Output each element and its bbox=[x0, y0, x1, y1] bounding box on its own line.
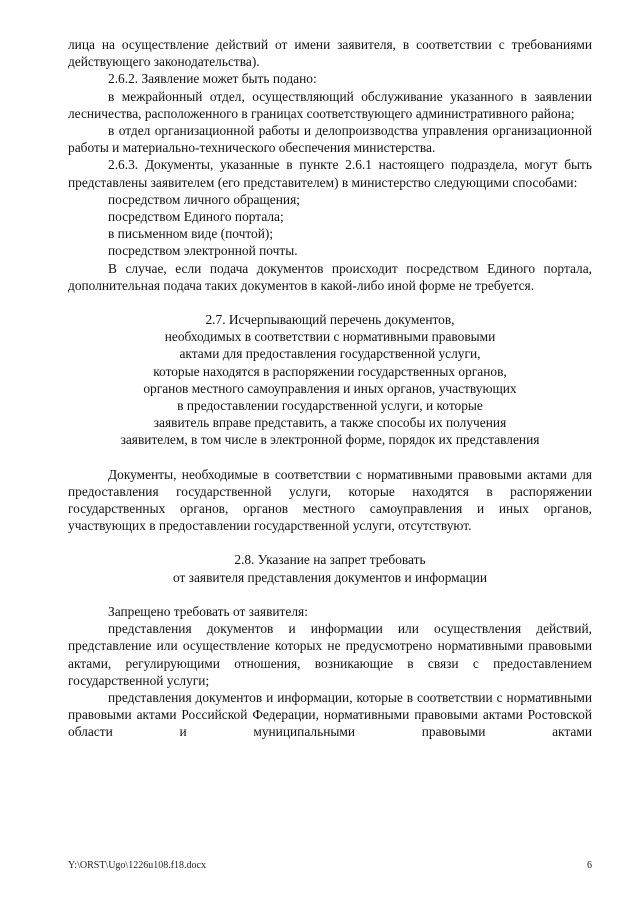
heading-line: заявителем, в том числе в электронной форме, порядок их представления bbox=[120, 432, 540, 448]
paragraph-prohibition-documents: представления документов и информации, которые в соответствии с нормативными правовыми актами Российской Федерации, нормативными правовыми актами Ростовской области и муниципальными правовыми актами bbox=[68, 689, 592, 740]
paragraph-prohibited: Запрещено требовать от заявителя: bbox=[108, 603, 308, 619]
heading-line: в предоставлении государственной услуги, и которые bbox=[177, 398, 483, 414]
section-heading-2-7 bbox=[68, 311, 592, 449]
list-item: посредством личного обращения; bbox=[108, 191, 300, 207]
paragraph-documents-absent: Документы, необходимые в соответствии с нормативными правовыми актами для предоставления государственной услуги, которые находятся в распоряжении государственных органов, органов местного самоуправления и иных органов, участвующих в предоставлении государственной услуги, отсутствуют. bbox=[68, 466, 592, 534]
heading-line: актами для предоставления государственной услуги, bbox=[179, 346, 481, 362]
section-heading-2-8 bbox=[68, 551, 592, 585]
submission-methods-list bbox=[68, 191, 592, 260]
paragraph-representative-authority: лица на осуществление действий от имени заявителя, в соответствии с требованиями действующего законодательства). bbox=[68, 37, 592, 70]
spacer bbox=[68, 294, 592, 311]
heading-line: необходимых в соответствии с нормативными правовыми bbox=[164, 329, 496, 345]
paragraph-interdistrict-office: в межрайонный отдел, осуществляющий обслуживание указанного в заявлении лесничества, расположенного в границах соответствующего административного района; bbox=[68, 88, 592, 121]
paragraph-single-portal: В случае, если подача документов происходит посредством Единого портала, дополнительная подача таких документов в какой-либо иной форме не требуется. bbox=[68, 260, 592, 293]
heading-line: 2.8. Указание на запрет требовать bbox=[234, 552, 426, 568]
paragraph-2-6-2: 2.6.2. Заявление может быть подано: bbox=[108, 71, 317, 87]
spacer bbox=[68, 586, 592, 603]
spacer bbox=[68, 534, 592, 551]
file-path: Y:\ORST\Ugo\1226u108.f18.docx bbox=[68, 860, 206, 871]
page-content bbox=[68, 36, 592, 741]
page-number: 6 bbox=[587, 860, 592, 871]
heading-line: органов местного самоуправления и иных органов, участвующих bbox=[143, 380, 517, 396]
heading-line: от заявителя представления документов и информации bbox=[172, 569, 488, 585]
list-item: в письменном виде (почтой); bbox=[108, 226, 274, 242]
heading-line: которые находятся в распоряжении государственных органов, bbox=[153, 363, 507, 379]
list-item: посредством электронной почты. bbox=[108, 243, 298, 259]
heading-line: заявитель вправе представить, а также способы их получения bbox=[153, 415, 507, 431]
paragraph-2-6-3: 2.6.3. Документы, указанные в пункте 2.6.1 настоящего подраздела, могут быть представлены заявителем (его представителем) в министерство следующими способами: bbox=[68, 157, 592, 190]
spacer bbox=[68, 449, 592, 466]
paragraph-organizational-department: в отдел организационной работы и делопроизводства управления организационной работы и материально-технического обеспечения министерства. bbox=[68, 123, 592, 156]
list-item: посредством Единого портала; bbox=[108, 209, 284, 225]
heading-line: 2.7. Исчерпывающий перечень документов, bbox=[205, 312, 455, 328]
paragraph-prohibition-actions: представления документов и информации или осуществления действий, представление или осуществление которых не предусмотрено нормативными правовыми актами, регулирующими отношения, возникающие в связи с предоставлением государственной услуги; bbox=[68, 621, 592, 688]
